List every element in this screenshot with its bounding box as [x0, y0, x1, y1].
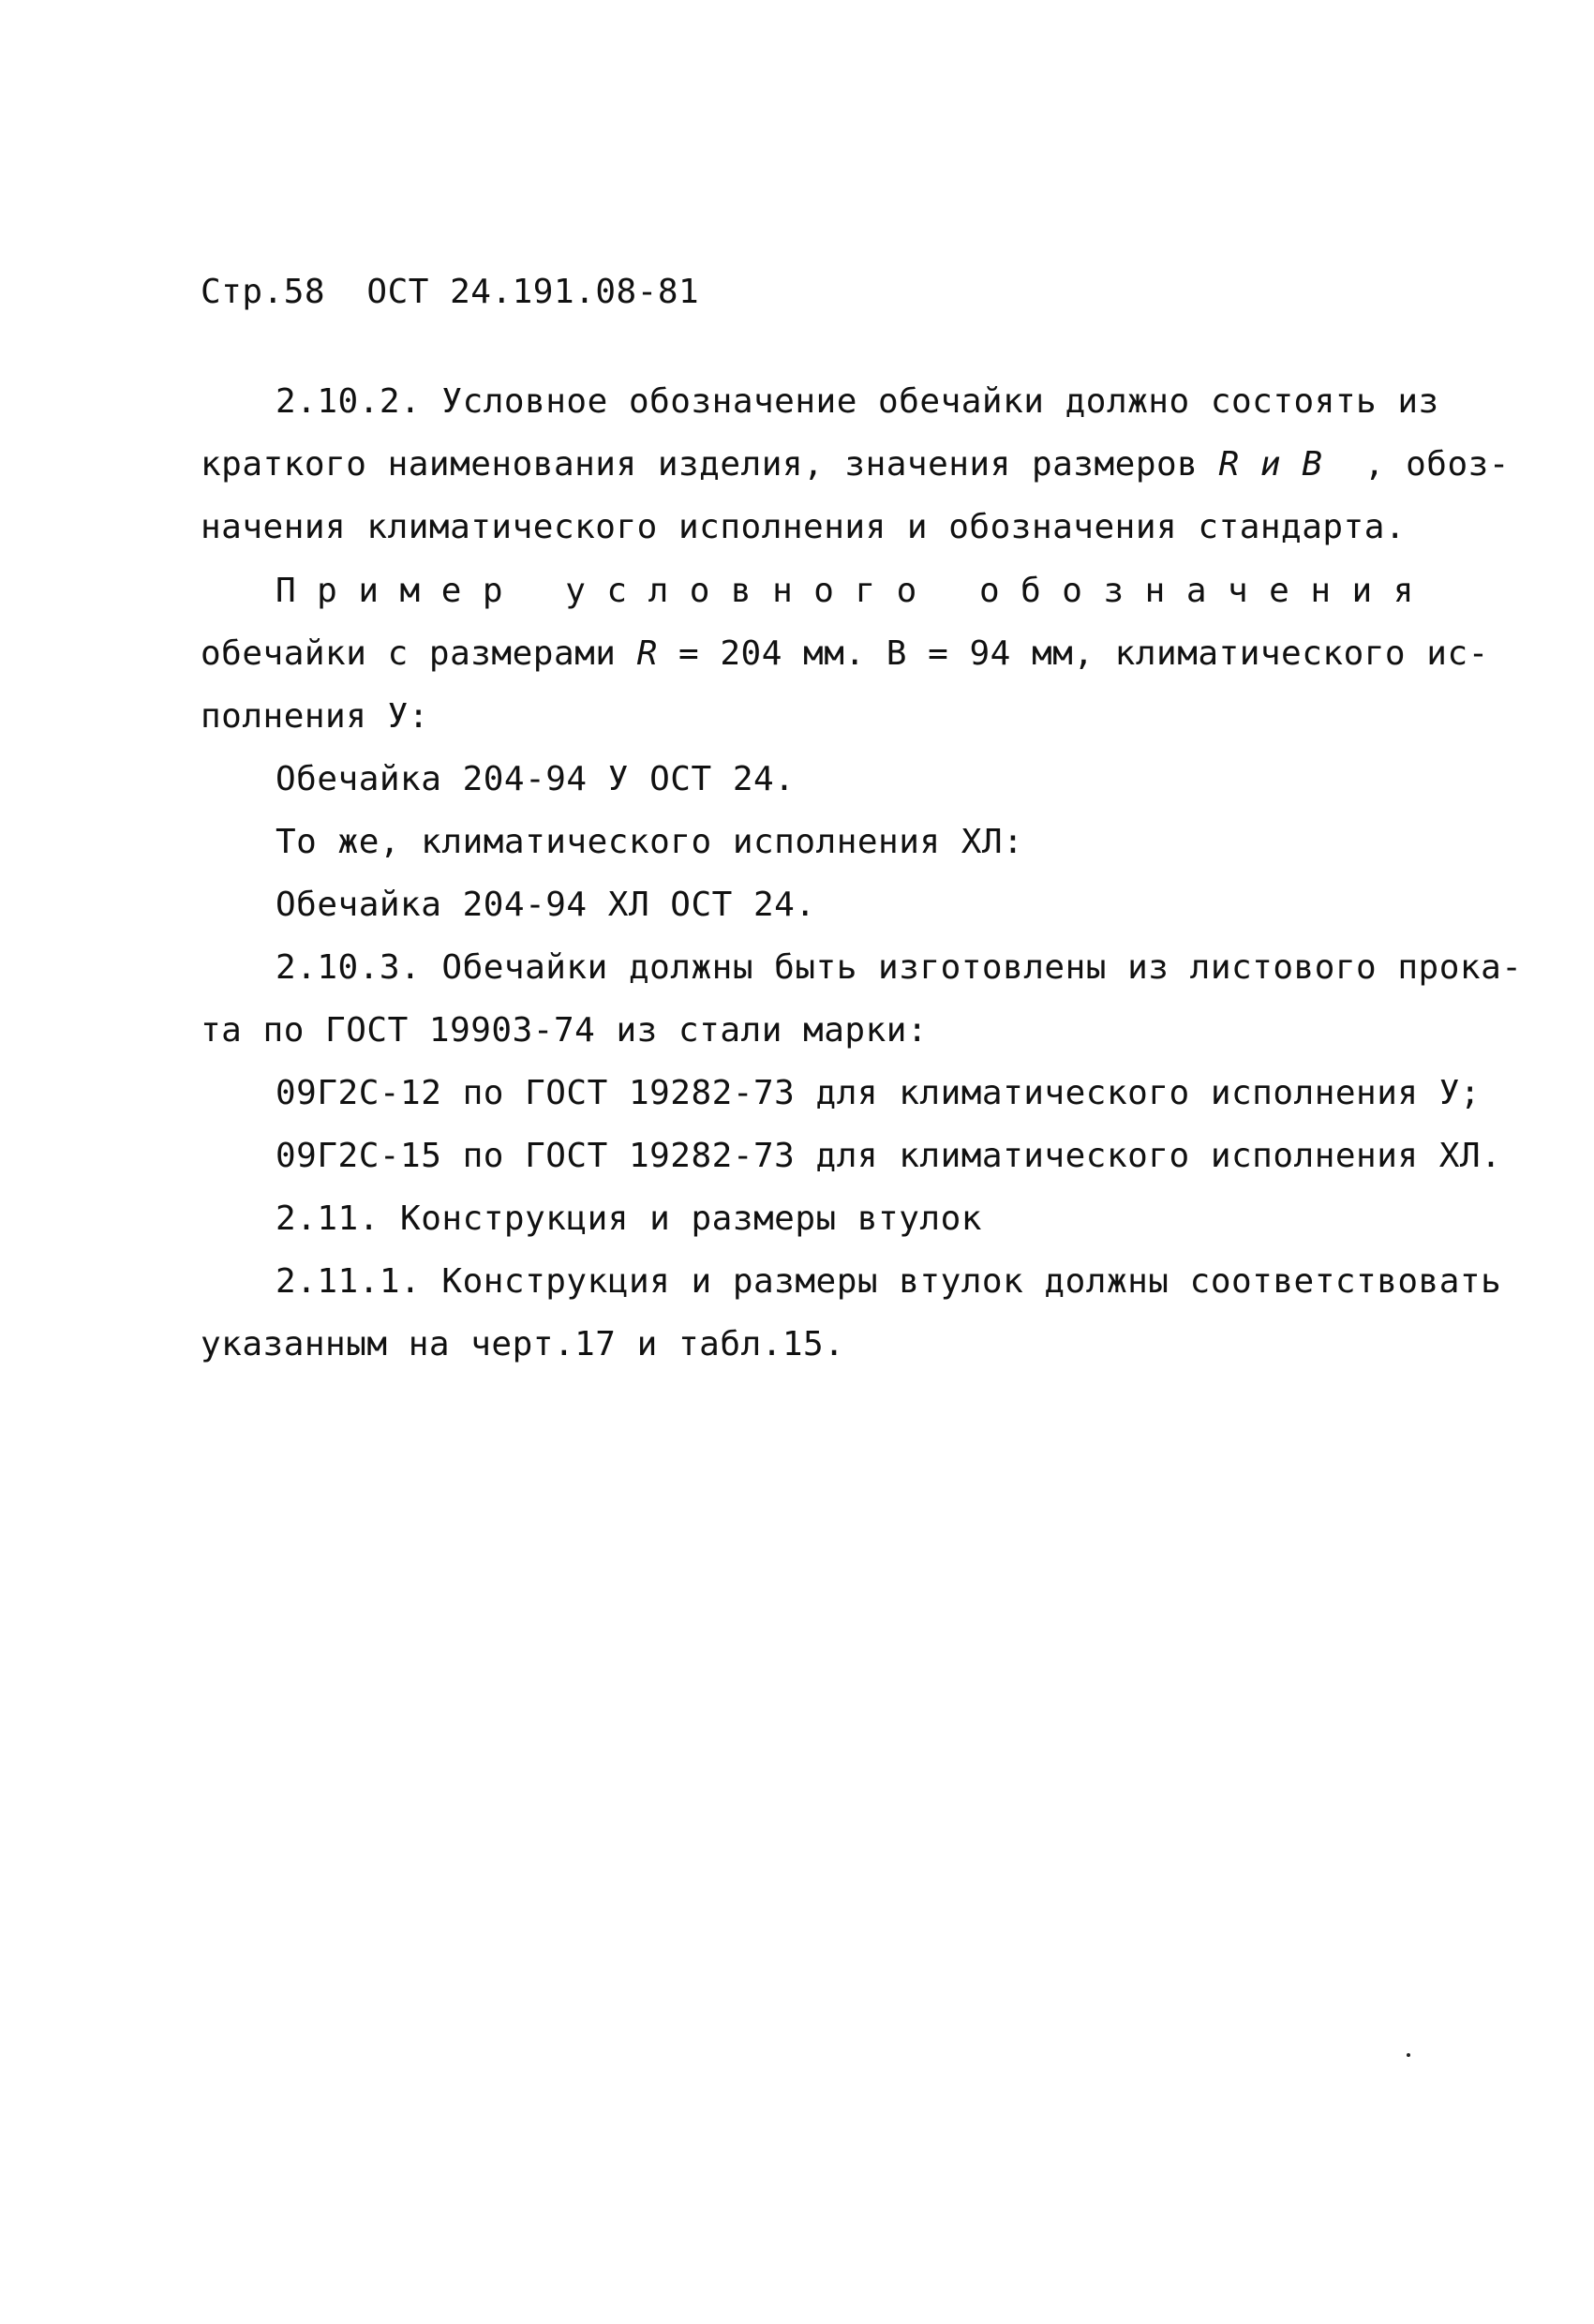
text-fragment: = 204 мм. В = 94 мм, климатического ис- — [657, 634, 1489, 673]
steel-grade-1: 09Г2С-12 по ГОСТ 19282-73 для климатического исполнения У; — [276, 1074, 1482, 1112]
standard-designation: ОСТ 24.191.08-81 — [366, 273, 700, 311]
paragraph-2-10-2-line-3: начения климатического исполнения и обозначения стандарта. — [201, 508, 1407, 546]
example-line-2: полнения У: — [201, 697, 429, 736]
dimension-symbols: R и B — [1218, 445, 1323, 484]
example-designation-1: Обечайка 204-94 У ОСТ 24. — [276, 760, 796, 798]
text-fragment: обечайки с размерами — [201, 634, 637, 673]
section-title: 2.11. Конструкция и размеры втулок — [276, 1199, 982, 1238]
text-fragment: , обоз- — [1322, 445, 1510, 484]
example-designation-2: Обечайка 204-94 ХЛ ОСТ 24. — [276, 886, 816, 924]
paragraph-2-10-2-line-1: 2.10.2. Условное обозначение обечайки должно состоять из — [276, 382, 1439, 421]
dimension-symbol: R — [636, 634, 658, 673]
scan-speck — [1407, 2053, 1410, 2057]
example-heading: Пример условного обозначения — [276, 572, 1435, 610]
steel-grade-2: 09Г2С-15 по ГОСТ 19282-73 для климатического исполнения ХЛ. — [276, 1137, 1502, 1175]
same-note: То же, климатического исполнения ХЛ: — [276, 823, 1024, 861]
paragraph-2-11-1-line-1: 2.11.1. Конструкция и размеры втулок должны соответствовать — [276, 1262, 1502, 1301]
text-fragment: краткого наименования изделия, значения размеров — [201, 445, 1219, 484]
page-number: Стр.58 — [201, 273, 326, 311]
paragraph-2-10-2-line-2 — [201, 444, 1510, 485]
paragraph-2-10-3-line-1: 2.10.3. Обечайки должны быть изготовлены из листового прока- — [276, 948, 1523, 987]
paragraph-2-10-3-line-2: та по ГОСТ 19903-74 из стали марки: — [201, 1011, 929, 1050]
paragraph-2-11-1-line-2: указанным на черт.17 и табл.15. — [201, 1325, 845, 1363]
page-header — [201, 272, 699, 313]
example-line-1 — [201, 633, 1489, 675]
